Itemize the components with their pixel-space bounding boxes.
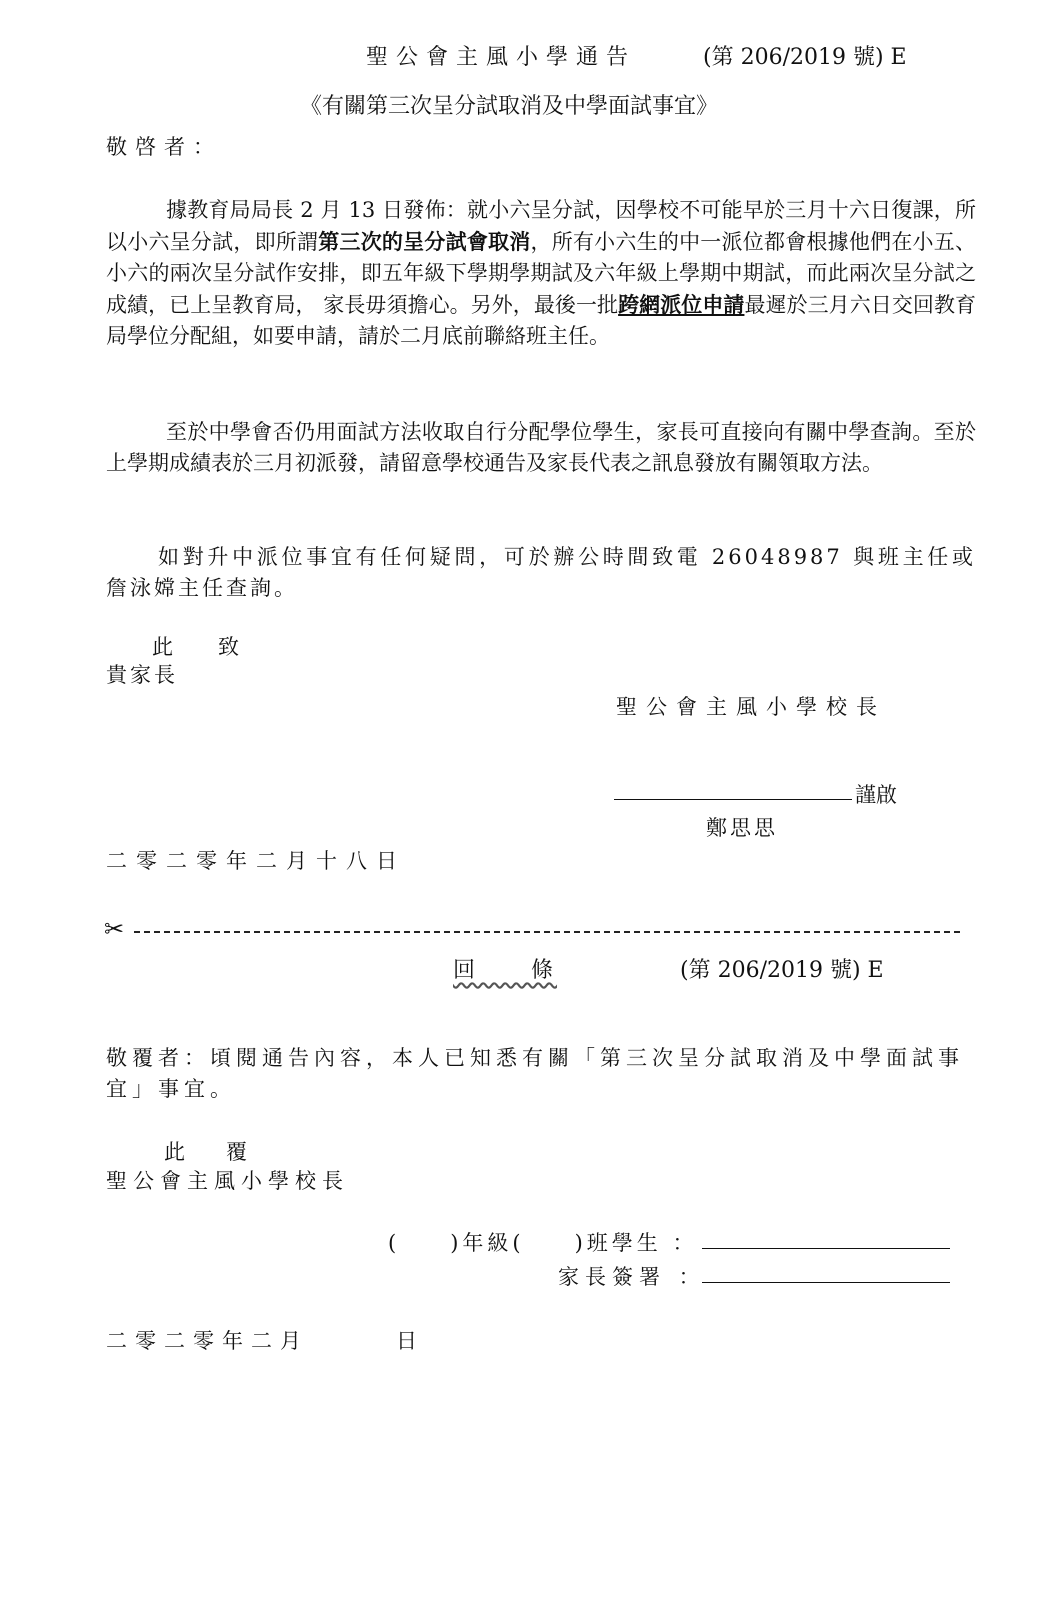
closing-salutation: 此 致 xyxy=(152,635,251,659)
reply-body: 敬覆者：頃閱通告內容，本人已知悉有關「第三次呈分試取消及中學面試事宜」事宜。 xyxy=(106,1046,964,1101)
signatory-suffix: 謹啟 xyxy=(855,783,897,807)
student-input-line[interactable] xyxy=(702,1248,950,1249)
highlight-cancel: 第三次的呈分試會取消 xyxy=(318,229,531,254)
notice-subject: 《有關第三次呈分試取消及中學面試事宜》 xyxy=(300,94,719,119)
student-label: ( )年級( )班學生 ： xyxy=(388,1231,698,1255)
reply-closing: 此 覆 xyxy=(164,1140,257,1164)
scissors-icon: ✂ xyxy=(104,915,125,943)
paragraph-1-part-a: 據教育局局長 2 月 13 日發佈：就小六呈分試，因學校不可能早於三月十六日復課，所以小六呈分試，即所謂 xyxy=(106,198,976,254)
reply-date: 二零二零年二月 日 xyxy=(106,1329,425,1353)
signature-line xyxy=(614,799,852,800)
notice-number: (第 206/2019 號) E xyxy=(703,45,907,70)
paragraph-1-part-e: 最遲於三月六日交回教育局學位分配組，如要申請，請於二月底前聯絡班主任。 xyxy=(106,293,977,348)
reply-number: (第 206/2019 號) E xyxy=(680,958,884,983)
paragraph-2: 至於中學會否仍用面試方法收取自行分配學位學生，家長可直接向有關中學查詢。至於上學期成績表於三月初派發，請留意學校通告及家長代表之訊息發放有關領取方法。 xyxy=(106,420,976,475)
cut-line xyxy=(134,931,960,933)
paragraph-1 xyxy=(106,195,976,352)
parent-signature-label: 家長簽署 ： xyxy=(558,1265,706,1289)
notice-date: 二零二零年二月十八日 xyxy=(106,849,406,873)
signatory-name: 鄭思思 xyxy=(706,816,778,840)
parent-signature-line[interactable] xyxy=(702,1282,950,1283)
greeting: 敬啓者： xyxy=(106,135,222,159)
paragraph-1-part-c: ，所有小六生的中一派位都會根據他們在小五、小六的兩次呈分試作安排，即五年級下學期學期試及六年級上學期中期試，而此兩次呈分試之成績，已上呈教育局， 家長毋須擔心。另外，最後一批 xyxy=(106,230,976,317)
highlight-cross-net: 跨網派位申請 xyxy=(618,292,745,317)
reply-recipient: 聖公會主風小學校長 xyxy=(106,1169,349,1193)
paragraph-3: 如對升中派位事宜有任何疑問，可於辦公時間致電 26048987 與班主任或詹泳嫦主任查詢。 xyxy=(106,545,976,600)
reply-title: 回 條 xyxy=(453,958,558,983)
signatory-title: 聖公會主風小學校長 xyxy=(616,695,886,719)
closing-recipient: 貴家長 xyxy=(106,663,178,687)
school-notice-title: 聖公會主風小學通告 xyxy=(366,45,637,70)
